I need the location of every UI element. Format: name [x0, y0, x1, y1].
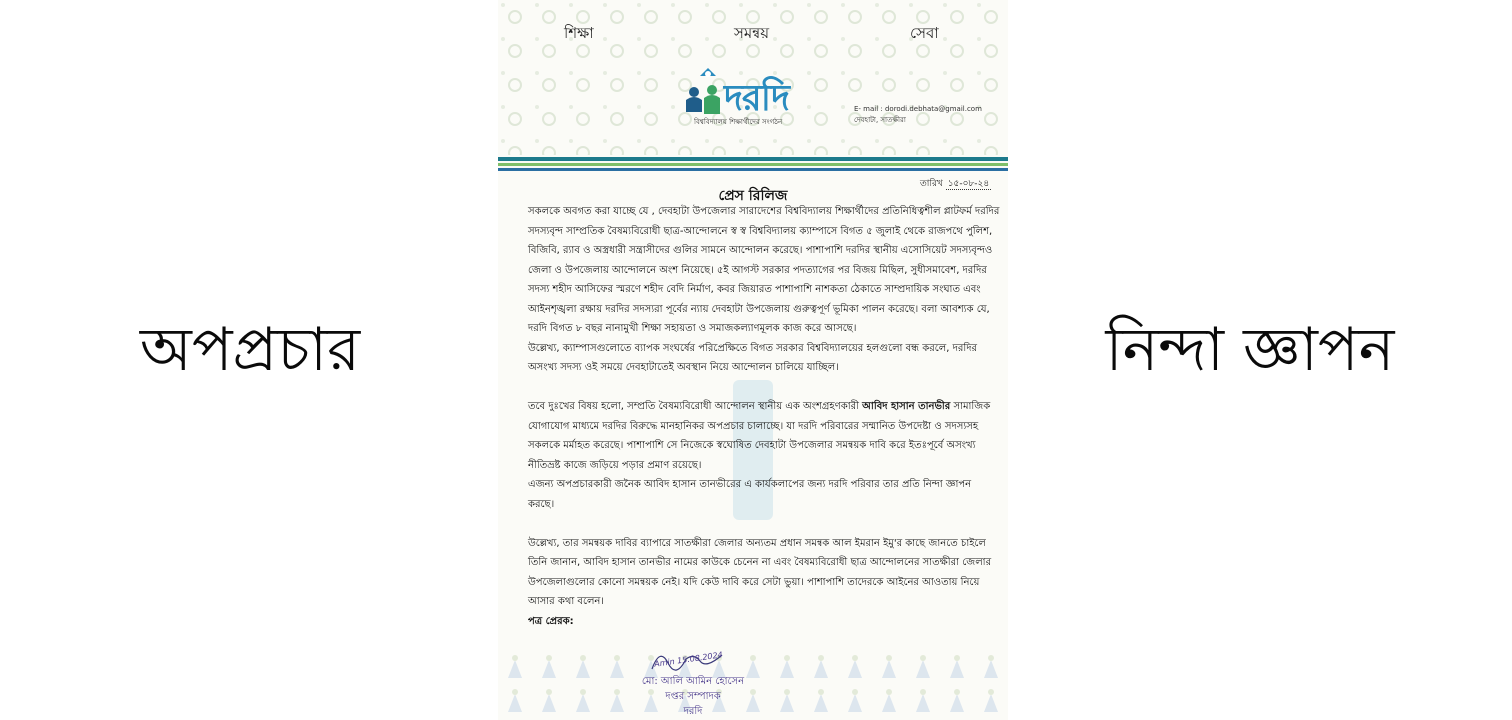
header-divider	[498, 168, 1008, 171]
organization-subtitle: বিশ্ববিদ্যালয় শিক্ষার্থীদের সংগঠন	[694, 118, 783, 126]
signer-title: দপ্তর সম্পাদক	[665, 691, 721, 702]
paragraph: সকলকে অবগত করা যাচ্ছে যে , দেবহাটা উপজেলার সারাদেশের বিশ্ববিদ্যালয় শিক্ষার্থীদের প্রতিনিধিত্বশীল প্লাটফর্ম দরদির সদস্যবৃন্দ সাম্প্রতিক বৈষম্যবিরোধী ছাত্র-আন্দোলনে স্ব স্ব বিশ্ববিদ্যালয় ক্যাম্পাসে বিগত ৫ জুলাই থেকে রাজপথে পুলিশ, বিজিবি, র‍্যাব ও অস্ত্রধারী সন্ত্রাসীদের গুলির সামনে আন্দোলন করেছে। পাশাপাশি দরদির স্থানীয় এসোসিয়েট সদস্যবৃন্দও জেলা ও উপজেলায় আন্দোলনে অংশ নিয়েছে। ৫ই আগস্ট সরকার পদত্যাগের পর বিজয় মিছিল, সুধীসমাবেশ, দরদির সদস্য শহীদ আসিফের স্মরণে শহীদ বেদি নির্মাণ, কবর জিয়ারত পাশাপাশি নাশকতা ঠেকাতে সাম্প্রদায়িক সংঘাত এবং আইনশৃঙ্খলা রক্ষায় দরদির সদস্যরা পূর্বের ন্যায় দেবহাটা উপজেলায় গুরুত্বপূর্ণ ভূমিকা পালন করেছে। বলা আবশ্যক যে, দরদি বিগত ৮ বছর নানামুখী শিক্ষা সহায়তা ও সমাজকল্যাণমূলক কাজ করে আসছে।	[528, 206, 1000, 334]
signer-organization: দরদি	[683, 706, 703, 717]
date-label: তারিখ	[920, 179, 943, 189]
contact-email: E- mail : dorodi.debhata@gmail.com	[854, 105, 982, 113]
organization-logo	[680, 66, 825, 130]
header-divider	[498, 163, 1008, 166]
document-title: প্রেস রিলিজ	[718, 188, 788, 204]
date-value: ১৫-০৮-২৪	[947, 179, 990, 189]
press-release-document	[498, 0, 1008, 720]
right-caption: নিন্দা জ্ঞাপন	[1105, 315, 1395, 385]
paragraph: এজন্য অপপ্রচারকারী জনৈক আবিদ হাসান তানভীরের এ কার্যকলাপের জন্য দরদি পরিবার তার প্রতি নিন্দা জ্ঞাপন করছে।	[528, 479, 972, 510]
signer-name: মো: আলি আমিন হোসেন	[641, 676, 745, 687]
paragraph-text: সামাজিক যোগাযোগ মাধ্যমে দরদির বিরুদ্ধে মানহানিকর অপপ্রচার চালাচ্ছে। যা দরদি পরিবারের সম্মানিত উপদেষ্টা ও সদস্যসহ সকলকে মর্মাহত করেছে। পাশাপাশি সে নিজেকে স্বঘোষিত দেবহাটা উপজেলার সমন্বয়ক দাবি করে ইতঃপূর্বে অসংখ্য নীতিভ্রষ্ট কাজে জড়িয়ে পড়ার প্রমাণ রয়েছে।	[528, 401, 991, 471]
paragraph: উল্লেখ্য, ক্যাম্পাসগুলোতে ব্যাপক সংঘর্ষের পরিপ্রেক্ষিতে বিগত সরকার বিশ্ববিদ্যালয়ের হলগুলো বন্ধ করলে, দরদির অসংখ্য সদস্য ওই সময়ে দেবহাটাতেই অবস্থান নিয়ে আন্দোলন চালিয়ে যাচ্ছিল।	[528, 342, 977, 373]
signature-text: Amin 15.08.2024	[653, 650, 724, 669]
paragraph	[528, 397, 1000, 475]
paragraph-text: তবে দুঃখের বিষয় হলো, সম্প্রতি বৈষম্যবিরোধী আন্দোলন স্থানীয় এক অংশগ্রহণকারী	[528, 401, 863, 412]
motto-coordination: সমন্বয়	[734, 24, 770, 42]
organization-name: দরদি	[724, 77, 789, 119]
contact-address: দেবহাটা, সাতক্ষীরা	[854, 116, 906, 124]
motto-service: সেবা	[910, 24, 939, 42]
paragraph: উল্লেখ্য, তার সমন্বয়ক দাবির ব্যাপারে সাতক্ষীরা জেলার অন্যতম প্রধান সমন্বক আল ইমরান ইমু'র কাছে জানতে চাইলে তিনি জানান, আবিদ হাসান তানভীর নামের কাউকে চেনেন না এবং বৈষম্যবিরোধী ছাত্র আন্দোলনের সাতক্ষীরা জেলার উপজেলাগুলোর কোনো সমন্বয়ক নেই। যদি কেউ দাবি করে সেটা ভুয়া। পাশাপাশি তাদেরকে আইনের আওতায় নিয়ে আসার কথা বলেন।	[528, 537, 992, 607]
accused-name: আবিদ হাসান তানভীর	[862, 401, 951, 412]
header-divider	[498, 157, 1008, 161]
left-caption: অপপ্রচার	[139, 315, 361, 385]
document-body	[528, 202, 1000, 631]
contact-info	[854, 104, 982, 126]
motto-education: শিক্ষা	[564, 24, 594, 42]
sender-label: পত্র প্রেরক:	[528, 615, 574, 627]
